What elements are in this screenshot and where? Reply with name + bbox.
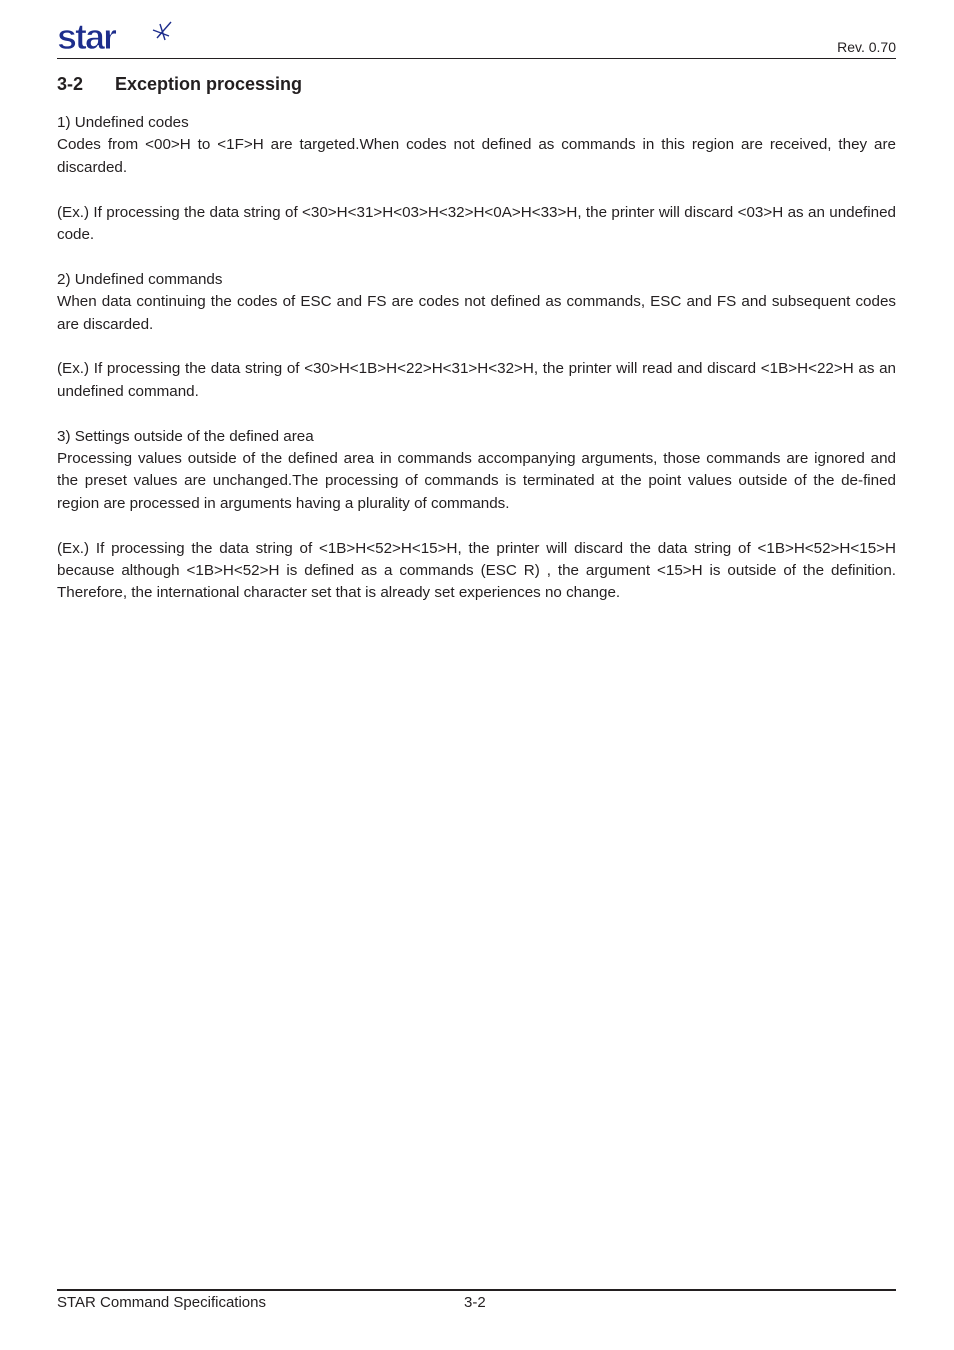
star-logo bbox=[57, 18, 173, 54]
example-text: (Ex.) If processing the data string of <30>H<1B>H<22>H<31>H<32>H, the printer will read and discard <1B>H<22>H as an undefined command. bbox=[57, 360, 896, 400]
item-text: Codes from <00>H to <1F>H are targeted.When codes not defined as commands in this region are received, they are discarded. bbox=[57, 136, 896, 176]
page-content bbox=[57, 112, 896, 627]
item-text: Processing values outside of the defined area in commands accompanying arguments, those commands are ignored and the preset values are unchanged.The processing of commands is terminated at the point values outside of the de-fined region are processed in arguments having a plurality of commands. bbox=[57, 450, 896, 512]
example-text: (Ex.) If processing the data string of <30>H<31>H<03>H<32>H<0A>H<33>H, the printer will discard <03>H as an undefined code. bbox=[57, 203, 896, 244]
example-text: (Ex.) If processing the data string of <1B>H<52>H<15>H, the printer will discard the data string of <1B>H<52>H<15>H because although <1B>H<52>H is defined as a commands (ESC R) , the argument <15>H is outside of the definition. Therefore, the international character set that is already set experiences no change. bbox=[57, 539, 896, 602]
item-undefined-codes bbox=[57, 112, 896, 179]
section-number: 3-2 bbox=[57, 74, 84, 94]
item-heading: 1) Undefined codes bbox=[57, 114, 189, 131]
footer-page-number: 3-2 bbox=[464, 1294, 486, 1311]
item-heading: 3) Settings outside of the defined area bbox=[57, 427, 314, 445]
footer-document-title: STAR Command Specifications bbox=[57, 1294, 266, 1311]
page-header bbox=[57, 18, 896, 59]
item-text: When data continuing the codes of ESC and FS are codes not defined as commands, ESC and FS and subsequent codes are discarded. bbox=[57, 293, 896, 333]
item-settings-outside-area bbox=[57, 426, 896, 516]
item-example bbox=[57, 538, 896, 605]
revision-label: Rev. 0.70 bbox=[837, 39, 896, 55]
item-undefined-commands bbox=[57, 269, 896, 336]
item-heading: 2) Undefined commands bbox=[57, 270, 223, 288]
item-example bbox=[57, 202, 896, 247]
item-example bbox=[57, 358, 896, 403]
svg-text:star: star bbox=[57, 18, 116, 54]
section-heading bbox=[57, 74, 302, 95]
section-title: Exception processing bbox=[115, 74, 303, 94]
page-footer bbox=[57, 1289, 896, 1321]
